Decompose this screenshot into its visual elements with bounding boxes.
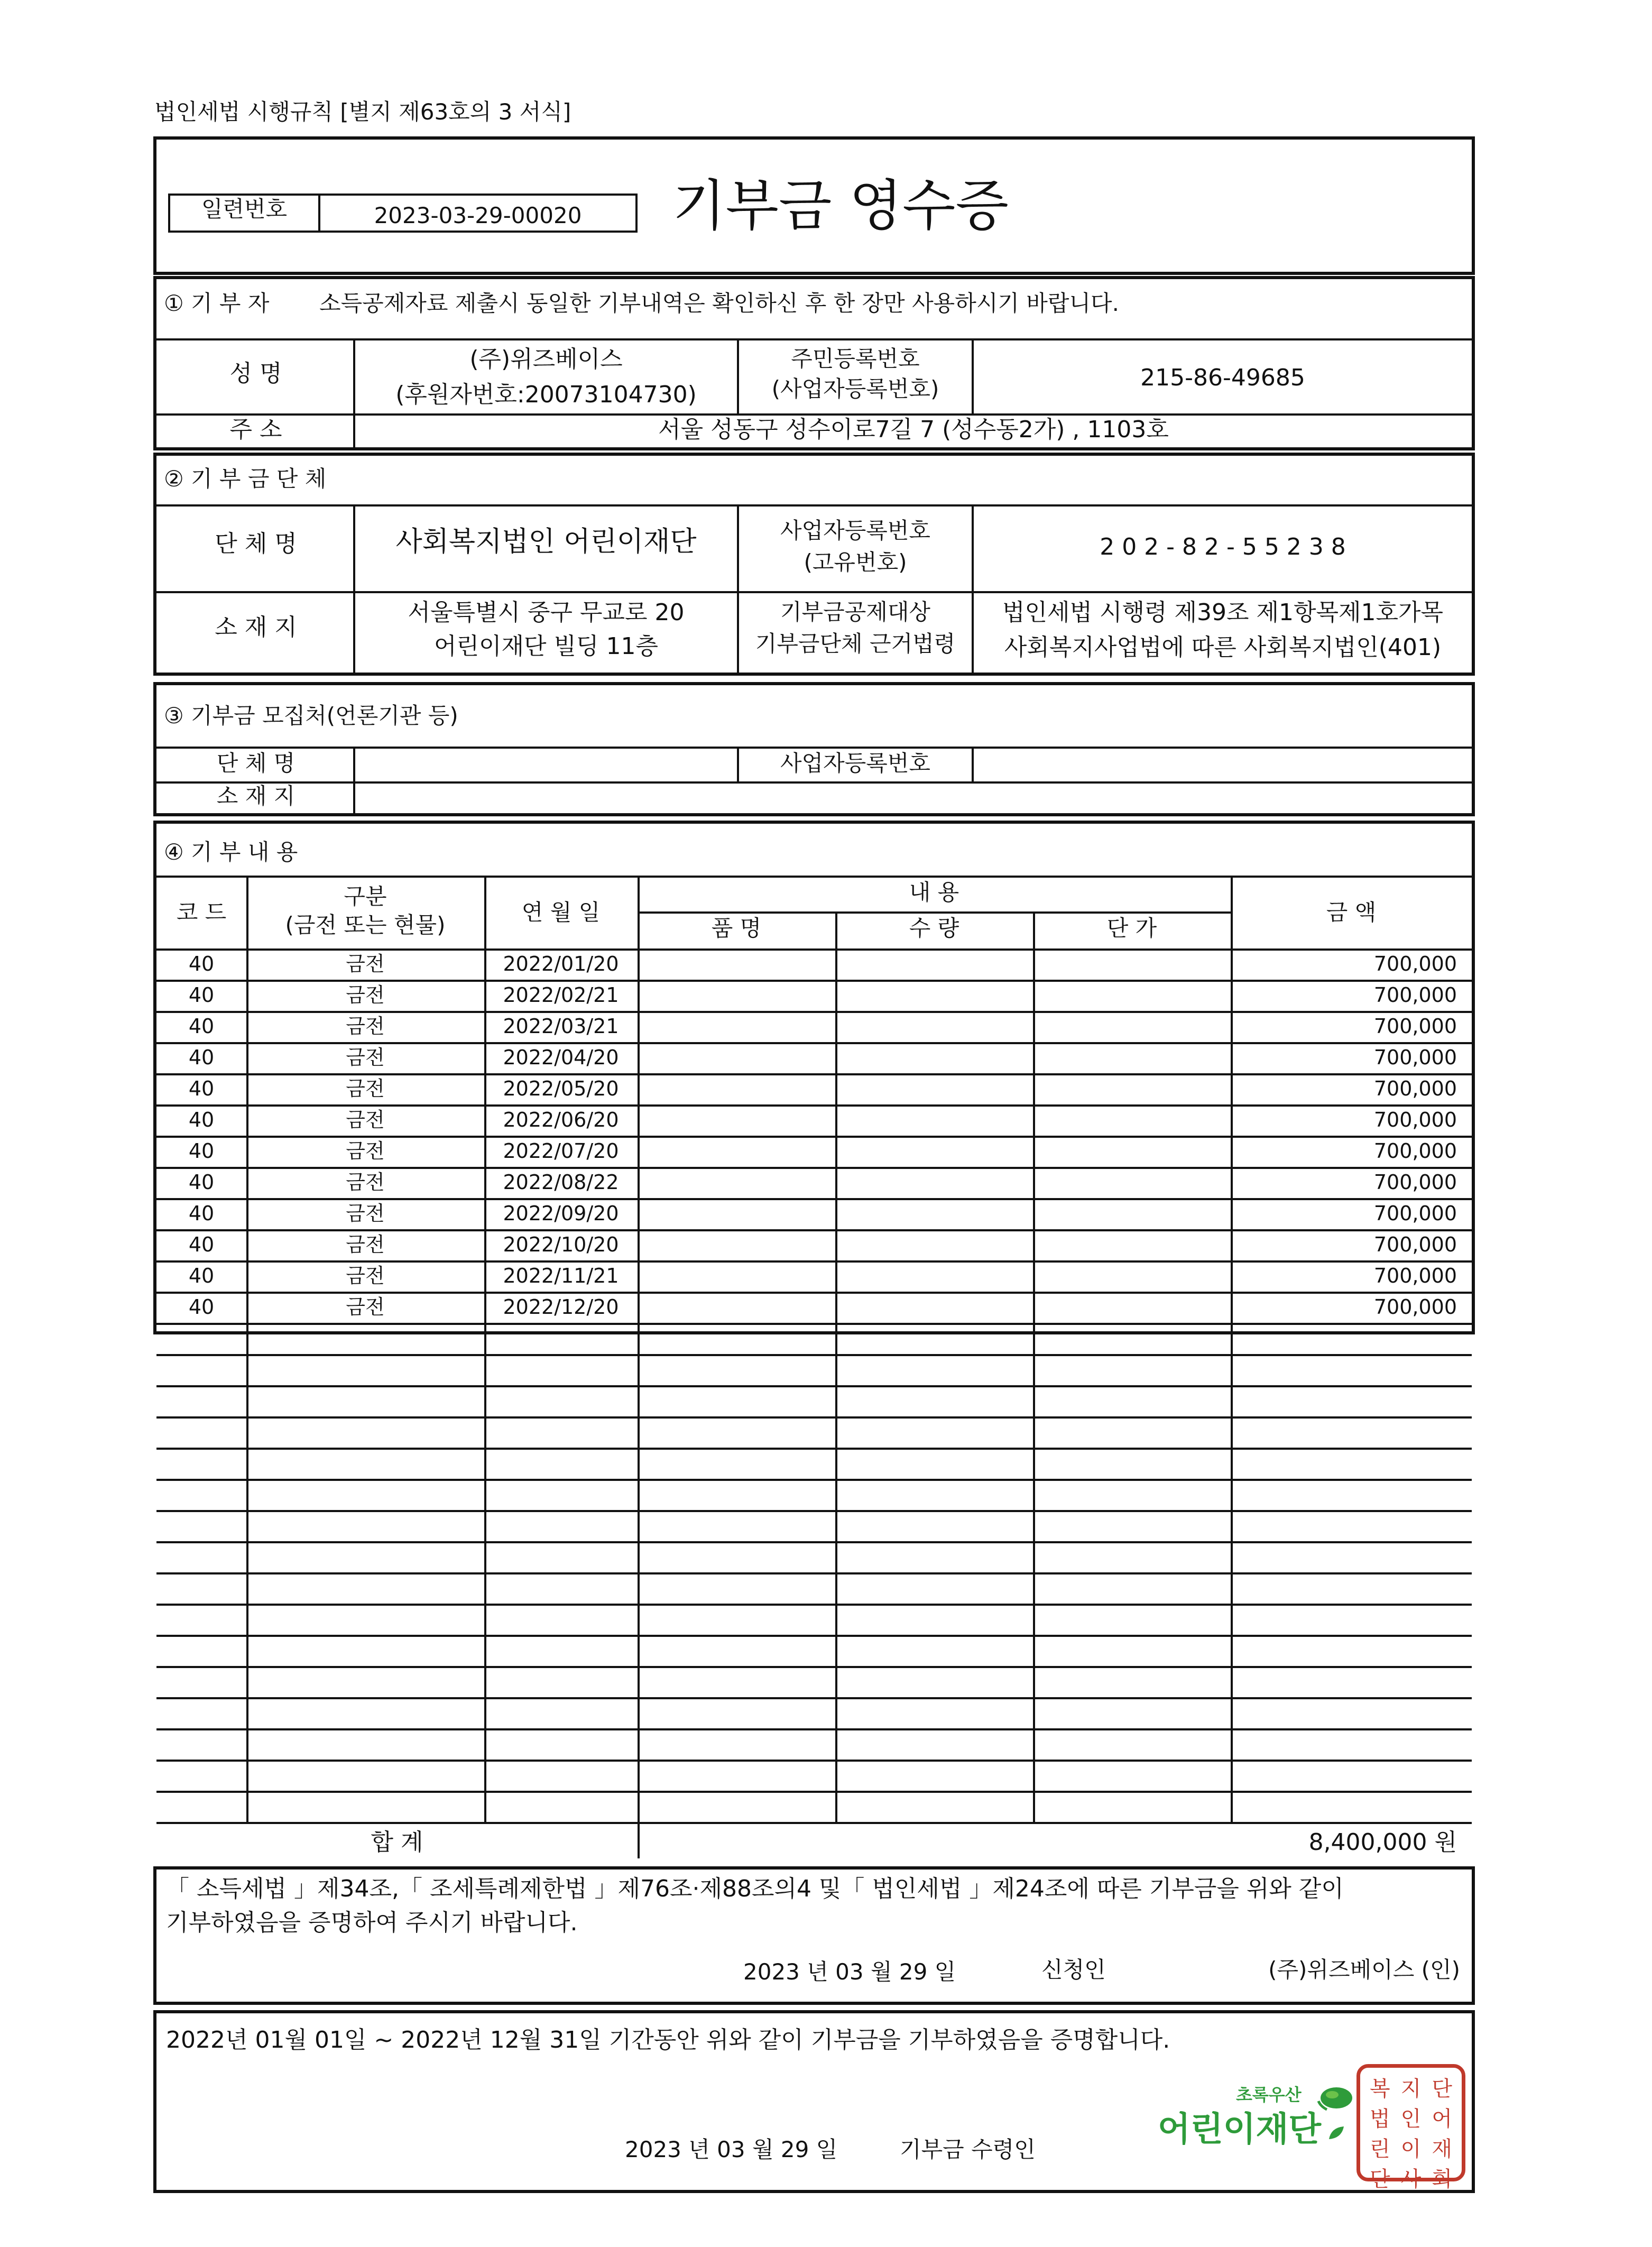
header-content: 내 용 — [909, 879, 959, 905]
table-gridline — [638, 911, 1231, 914]
cell-date: 2022/11/21 — [503, 1264, 619, 1287]
cell-code: 40 — [188, 1233, 215, 1256]
cell-type: 금전 — [346, 1264, 385, 1287]
confirmation-date: 2023 년 03 월 29 일 — [625, 2137, 838, 2162]
cell-code: 40 — [188, 1202, 215, 1225]
table-gridline — [156, 1666, 1472, 1668]
org-basis-line1: 법인세법 시행령 제39조 제1항목제1호가목 — [1002, 599, 1443, 626]
cell-date: 2022/10/20 — [503, 1233, 619, 1256]
cell-code: 40 — [188, 952, 215, 975]
header-item: 품 명 — [711, 915, 762, 941]
cell-type: 금전 — [346, 1077, 385, 1100]
cell-date: 2022/07/20 — [503, 1139, 619, 1163]
organization-section-title: ② 기 부 금 단 체 — [164, 466, 327, 492]
seal-character: 재 — [1432, 2137, 1452, 2161]
seal-character: 인 — [1400, 2107, 1422, 2131]
cell-date: 2022/05/20 — [503, 1077, 619, 1100]
cell-type: 금전 — [346, 952, 385, 975]
cell-code: 40 — [188, 1139, 215, 1163]
cell-amount: 700,000 — [1373, 1015, 1457, 1038]
seal-character: 사 — [1400, 2167, 1422, 2191]
org-location-line2: 어린이재단 빌딩 11층 — [434, 633, 658, 660]
details-section-title: ④ 기 부 내 용 — [164, 839, 298, 865]
table-gridline — [835, 911, 837, 1822]
table-gridline — [156, 1354, 1472, 1356]
confirmation-text: 2022년 01월 01일 ~ 2022년 12월 31일 기간동안 위와 같이 기부금을 기부하였음을 증명합니다. — [166, 2027, 1170, 2053]
table-gridline — [638, 876, 640, 1858]
table-gridline — [156, 1510, 1472, 1512]
table-gridline — [156, 876, 1472, 878]
donor-id-label-line1: 주민등록번호 — [791, 346, 920, 372]
cell-amount: 700,000 — [1373, 952, 1457, 975]
org-basis-label-line1: 기부금공제대상 — [780, 599, 930, 625]
seal-character: 이 — [1400, 2137, 1422, 2161]
cell-code: 40 — [188, 1171, 215, 1194]
leaf-sprout-icon — [1326, 2123, 1347, 2142]
org-reg-value: 2 0 2 - 8 2 - 5 5 2 3 8 — [1100, 533, 1346, 560]
header-amount: 금 액 — [1326, 899, 1377, 925]
table-gridline — [156, 1541, 1472, 1543]
cell-amount: 700,000 — [1373, 1139, 1457, 1163]
cell-amount: 700,000 — [1373, 1264, 1457, 1287]
cell-date: 2022/01/20 — [503, 952, 619, 975]
foundation-logo — [1158, 2083, 1353, 2162]
seal-character: 린 — [1370, 2137, 1390, 2161]
table-gridline — [156, 1479, 1472, 1481]
donor-name-line1: (주)위즈베이스 — [469, 346, 623, 373]
header-type-line2: (금전 또는 현물) — [285, 912, 446, 938]
table-gridline — [156, 1604, 1472, 1606]
cell-amount: 700,000 — [1373, 983, 1457, 1007]
seal-character: 지 — [1400, 2077, 1422, 2101]
donor-name-label: 성 명 — [229, 360, 282, 387]
collector-reg-label: 사업자등록번호 — [780, 750, 930, 776]
cell-code: 40 — [188, 1077, 215, 1100]
applicant-label: 신청인 — [1041, 1957, 1106, 1983]
certification-line1: 「 소득세법 」제34조,「 조세특례제한법 」제76조·제88조의4 및「 법인세법 」제24조에 따른 기부금을 위와 같이 — [166, 1875, 1344, 1902]
collector-section-title: ③ 기부금 모집처(언론기관 등) — [164, 703, 458, 729]
official-seal-icon — [1356, 2064, 1465, 2191]
table-gridline — [156, 1448, 1472, 1450]
cell-type: 금전 — [346, 983, 385, 1007]
table-gridline — [156, 1728, 1472, 1730]
cell-date: 2022/09/20 — [503, 1202, 619, 1225]
form-header: 법인세법 시행규칙 [별지 제63호의 3 서식] — [154, 99, 571, 125]
header-unit-price: 단 가 — [1106, 915, 1157, 941]
cell-amount: 700,000 — [1373, 1295, 1457, 1319]
cell-code: 40 — [188, 1046, 215, 1069]
cell-code: 40 — [188, 1108, 215, 1131]
donor-notice: 소득공제자료 제출시 동일한 기부내역은 확인하신 후 한 장만 사용하시기 바랍니다. — [319, 290, 1119, 316]
umbrella-leaf-icon — [1316, 2085, 1353, 2115]
org-name-value: 사회복지법인 어린이재단 — [395, 526, 697, 558]
cell-amount: 700,000 — [1373, 1171, 1457, 1194]
org-location-line1: 서울특별시 중구 무교로 20 — [408, 599, 685, 626]
seal-character: 법 — [1370, 2107, 1390, 2131]
header-code: 코 드 — [176, 899, 227, 925]
table-gridline — [156, 1760, 1472, 1762]
cell-type: 금전 — [346, 1015, 385, 1038]
table-gridline — [1033, 911, 1035, 1822]
org-basis-label-line2: 기부금단체 근거법령 — [755, 631, 956, 657]
cell-amount: 700,000 — [1373, 1046, 1457, 1069]
cell-code: 40 — [188, 1015, 215, 1038]
page-title: 기부금 영수증 — [672, 173, 1009, 238]
cell-type: 금전 — [346, 1233, 385, 1256]
header-qty: 수 량 — [909, 915, 959, 941]
cell-type: 금전 — [346, 1295, 385, 1319]
total-label: 합 계 — [371, 1829, 423, 1856]
table-gridline — [156, 1416, 1472, 1419]
cell-code: 40 — [188, 1264, 215, 1287]
serial-number-value: 2023-03-29-00020 — [374, 202, 582, 228]
org-basis-line2: 사회복지사업법에 따른 사회복지법인(401) — [1004, 634, 1442, 661]
org-reg-label-line1: 사업자등록번호 — [780, 518, 930, 544]
receiver-label: 기부금 수령인 — [900, 2137, 1036, 2162]
seal-character: 회 — [1432, 2167, 1452, 2191]
table-gridline — [156, 1822, 1472, 1824]
collector-name-label: 단 체 명 — [216, 750, 296, 776]
org-name-label: 단 체 명 — [215, 530, 297, 557]
table-gridline — [156, 1791, 1472, 1793]
logo-subtitle: 초록우산 — [1236, 2085, 1302, 2105]
cell-type: 금전 — [346, 1108, 385, 1131]
cell-code: 40 — [188, 1295, 215, 1319]
seal-character: 복 — [1370, 2077, 1390, 2101]
serial-number-label: 일련번호 — [201, 196, 288, 222]
cell-date: 2022/03/21 — [503, 1015, 619, 1038]
donor-address-value: 서울 성동구 성수이로7길 7 (성수동2가) , 1103호 — [658, 416, 1169, 443]
certification-line2: 기부하였음을 증명하여 주시기 바랍니다. — [166, 1909, 578, 1936]
cell-amount: 700,000 — [1373, 1108, 1457, 1131]
cell-date: 2022/08/22 — [503, 1171, 619, 1194]
cell-amount: 700,000 — [1373, 1233, 1457, 1256]
table-gridline — [156, 1635, 1472, 1637]
seal-character: 단 — [1432, 2077, 1452, 2101]
table-gridline — [156, 1697, 1472, 1699]
cell-date: 2022/04/20 — [503, 1046, 619, 1069]
donor-section-title: ① 기 부 자 — [164, 290, 270, 316]
total-value: 8,400,000 원 — [1308, 1829, 1457, 1856]
org-reg-label-line2: (고유번호) — [804, 549, 907, 575]
collector-location-label: 소 재 지 — [216, 783, 296, 809]
applicant-value: (주)위즈베이스 (인) — [1268, 1957, 1460, 1983]
cell-amount: 700,000 — [1373, 1202, 1457, 1225]
logo-title: 어린이재단 — [1158, 2110, 1322, 2149]
header-type-line1: 구분 — [344, 883, 387, 909]
cell-type: 금전 — [346, 1139, 385, 1163]
cell-type: 금전 — [346, 1171, 385, 1194]
header-date: 연 월 일 — [521, 899, 601, 925]
donor-id-value: 215-86-49685 — [1140, 364, 1305, 391]
table-gridline — [156, 1572, 1472, 1574]
table-gridline — [156, 1323, 1472, 1325]
certification-date: 2023 년 03 월 29 일 — [743, 1959, 956, 1985]
donor-name-line2: (후원자번호:20073104730) — [395, 381, 697, 408]
cell-date: 2022/02/21 — [503, 983, 619, 1007]
seal-character: 단 — [1370, 2167, 1390, 2191]
org-location-label: 소 재 지 — [215, 614, 297, 641]
donor-address-label: 주 소 — [229, 416, 282, 443]
cell-date: 2022/12/20 — [503, 1295, 619, 1319]
table-gridline — [156, 1385, 1472, 1387]
cell-amount: 700,000 — [1373, 1077, 1457, 1100]
cell-code: 40 — [188, 983, 215, 1007]
seal-character: 어 — [1432, 2107, 1452, 2131]
cell-type: 금전 — [346, 1202, 385, 1225]
donor-id-label-line2: (사업자등록번호) — [771, 376, 939, 402]
cell-type: 금전 — [346, 1046, 385, 1069]
cell-date: 2022/06/20 — [503, 1108, 619, 1131]
